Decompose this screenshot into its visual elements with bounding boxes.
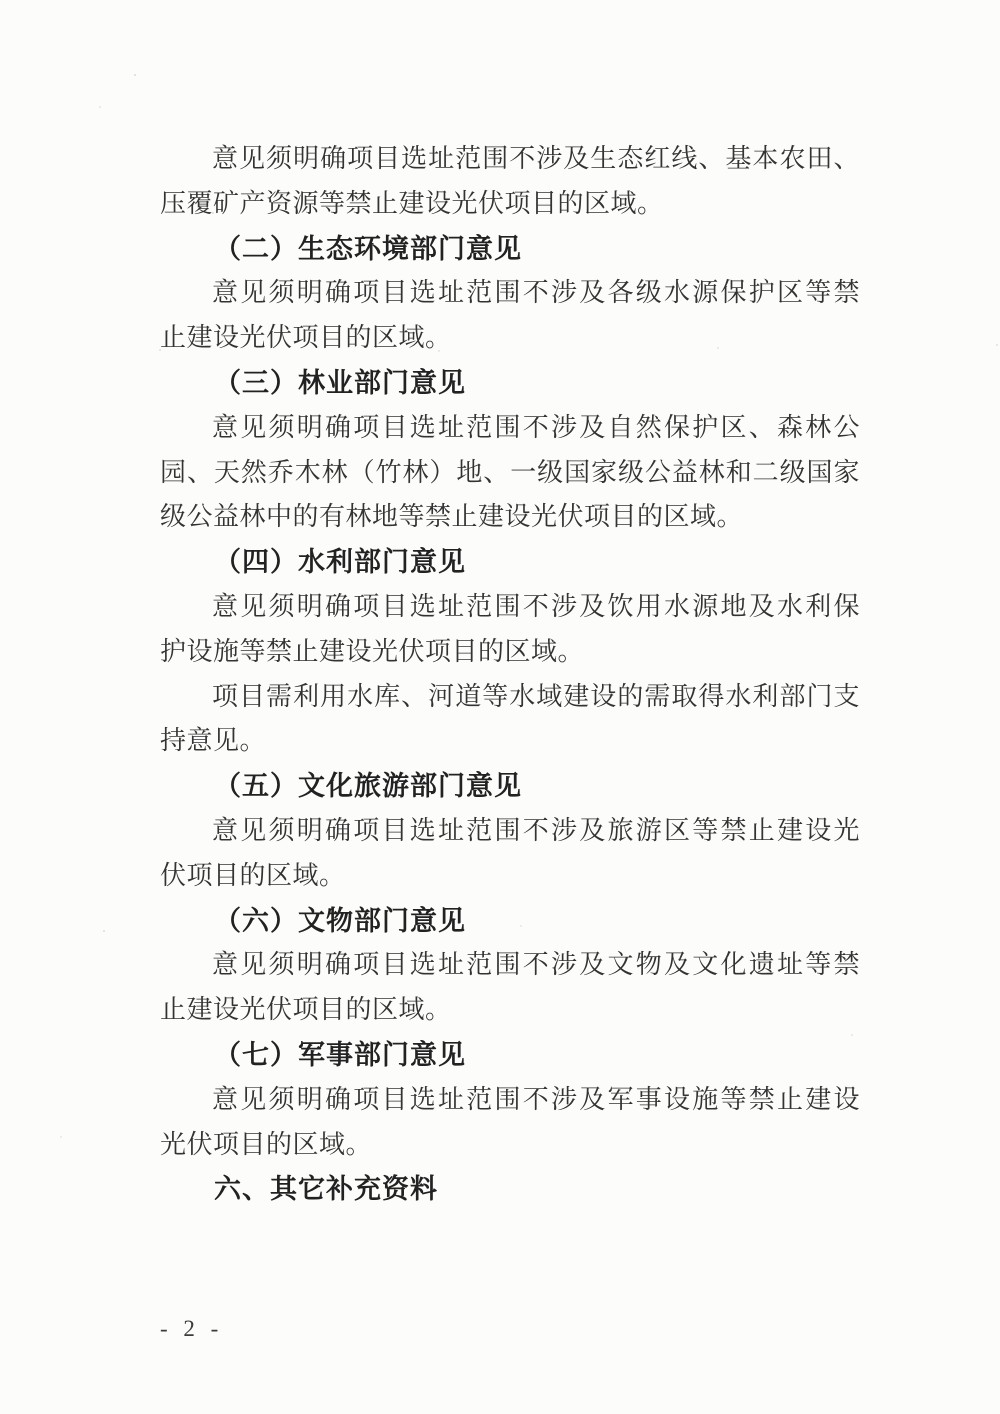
paragraph-line: 意见须明确项目选址范围不涉及旅游区等禁止建设光	[212, 815, 860, 845]
chapter-heading-6: 六、其它补充资料	[214, 1174, 438, 1205]
paragraph-line: 园、天然乔木林（竹林）地、一级国家级公益林和二级国家	[160, 457, 860, 487]
paragraph-line: 持意见。	[160, 726, 267, 756]
paragraph-line: 意见须明确项目选址范围不涉及文物及文化遗址等禁	[212, 950, 860, 980]
paragraph-line: 光伏项目的区域。	[160, 1129, 373, 1159]
section-heading-3: （三）林业部门意见	[214, 367, 466, 398]
paragraph-line: 伏项目的区域。	[160, 860, 346, 890]
paragraph-line: 止建设光伏项目的区域。	[160, 995, 452, 1025]
paragraph-line: 护设施等禁止建设光伏项目的区域。	[160, 636, 585, 666]
paragraph-line: 意见须明确项目选址范围不涉及饮用水源地及水利保	[212, 591, 860, 621]
paragraph-line: 止建设光伏项目的区域。	[160, 323, 452, 353]
paragraph-line: 意见须明确项目选址范围不涉及自然保护区、森林公	[212, 412, 860, 442]
section-heading-6: （六）文物部门意见	[214, 905, 466, 936]
scan-noise	[0, 0, 2, 2]
paragraph-line: 意见须明确项目选址范围不涉及军事设施等禁止建设	[212, 1084, 860, 1114]
paragraph-line: 意见须明确项目选址范围不涉及生态红线、基本农田、	[212, 144, 860, 173]
section-heading-2: （二）生态环境部门意见	[214, 233, 522, 264]
page-number: - 2 -	[160, 1316, 224, 1341]
section-heading-7: （七）军事部门意见	[214, 1039, 466, 1070]
paragraph-line: 项目需利用水库、河道等水域建设的需取得水利部门支	[212, 681, 860, 711]
section-heading-4: （四）水利部门意见	[214, 547, 466, 578]
section-heading-5: （五）文化旅游部门意见	[214, 771, 522, 802]
paragraph-line: 压覆矿产资源等禁止建设光伏项目的区域。	[160, 188, 664, 218]
paragraph-line: 意见须明确项目选址范围不涉及各级水源保护区等禁	[212, 278, 860, 308]
paragraph-line: 级公益林中的有林地等禁止建设光伏项目的区域。	[160, 502, 744, 532]
document-body	[160, 137, 860, 1212]
